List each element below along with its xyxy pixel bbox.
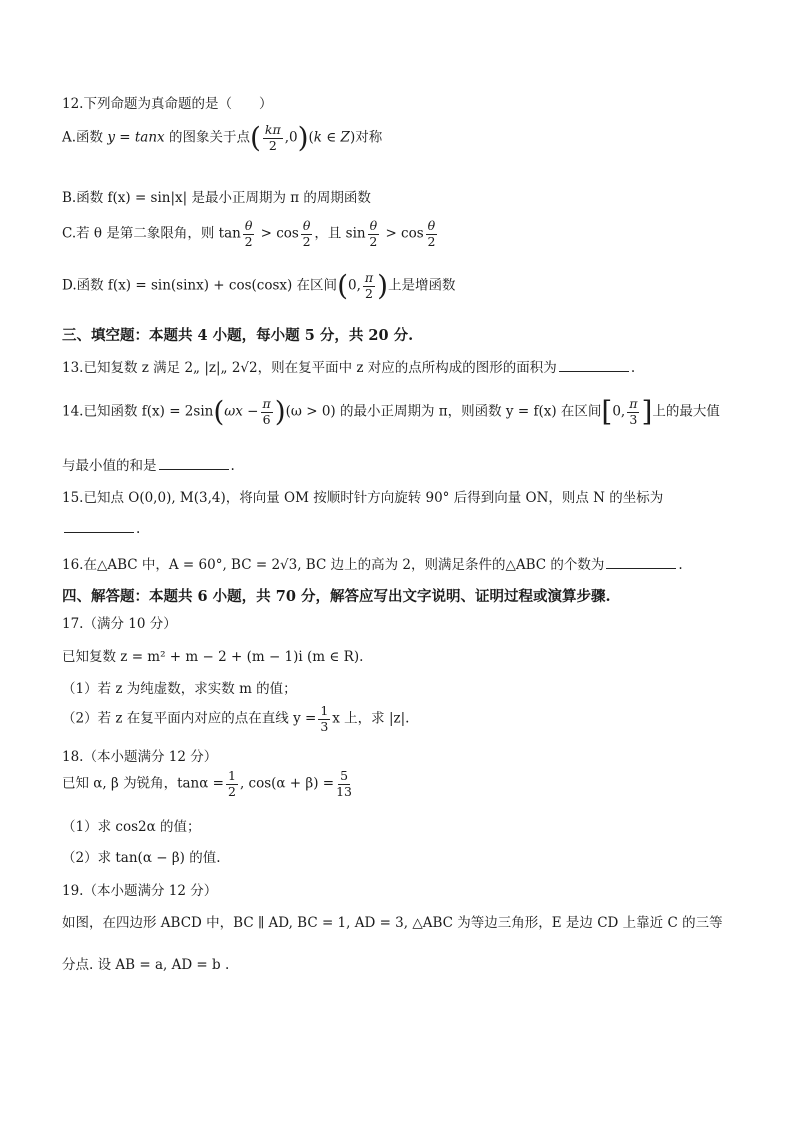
q13-tail: . <box>630 360 636 376</box>
q12-a-mid: 的图象关于点 <box>164 129 250 146</box>
q15-answer-blank[interactable] <box>64 518 134 533</box>
q14-bracket-right: ] <box>641 395 653 428</box>
q17-p2-prefix: （2）若 z 在复平面内对应的点在直线 y = <box>62 710 317 727</box>
q12-d-frac-num: π <box>364 270 374 285</box>
q12-stem: 12.下列命题为真命题的是（ ） <box>62 96 273 112</box>
q12-c-frac-4-num: θ <box>427 218 436 233</box>
section4-title: 四、解答题：本题共 6 小题，共 70 分，解答应写出文字说明、证明过程或演算步骤. <box>62 588 611 605</box>
q12-a-cond: k ∈ Z <box>313 129 350 146</box>
q17-p2-num: 1 <box>320 703 329 718</box>
q12-c-frac-3-den: 2 <box>369 233 378 249</box>
q14-bracket-left: [ <box>601 395 613 428</box>
q12-c-mid: ，且 sin <box>314 225 366 242</box>
q12-option-b: B.函数 f(x) = sin|x| 是最小正周期为 π 的周期函数 <box>62 190 371 206</box>
q12-c-gt2: > cos <box>381 225 424 242</box>
q19-head: 19.（本小题满分 12 分） <box>62 883 218 899</box>
q16-text: 16.在△ABC 中，A = 60°, BC = 2√3, BC 边上的高为 2，则满足条件的△ABC 的个数为 <box>62 557 605 573</box>
q19-line1: 如图，在四边形 ABCD 中，BC ∥ AD, BC = 1, AD = 3, △ABC 为等边三角形，E 是边 CD 上靠近 C 的三等 <box>62 915 723 931</box>
q14-line2 <box>62 454 235 474</box>
q19-line2: 分点. 设 AB = a, AD = b . <box>62 957 230 973</box>
q12-d-paren-left: ( <box>337 269 348 302</box>
q14-line2-text: 与最小值的和是 <box>62 458 157 474</box>
q14-interval-fraction <box>627 398 639 426</box>
q15-line2 <box>62 518 140 537</box>
q12-a-cond-close: ) <box>349 129 356 146</box>
q12-a-point-tail: ,0 <box>284 129 298 146</box>
q13 <box>62 356 635 376</box>
q12-a-cond-open: ( <box>308 129 314 146</box>
q18-cos-num: 5 <box>340 768 349 783</box>
q17-p2-fraction <box>318 705 330 733</box>
q14 <box>62 395 720 428</box>
q14-prefix: 14.已知函数 f(x) = 2sin <box>62 403 214 420</box>
q12-c-gt1: > cos <box>256 225 299 242</box>
q12-a-paren-left: ( <box>249 121 261 154</box>
q14-suffix: 上的最大值 <box>652 403 720 420</box>
q14-int-den: 3 <box>629 411 638 427</box>
q18-tan-den: 2 <box>227 783 236 799</box>
q13-answer-blank[interactable] <box>559 357 629 372</box>
q12-d-int-left: 0, <box>348 277 361 294</box>
q14-fraction <box>261 398 273 426</box>
q12-c-frac-1-den: 2 <box>244 233 253 249</box>
q12-option-d <box>62 269 456 302</box>
q14-int-left: 0, <box>612 403 626 420</box>
q14-paren-right: ) <box>274 395 286 428</box>
q12-d-fraction <box>363 272 375 300</box>
q17-part2 <box>62 705 409 733</box>
q16 <box>62 553 683 573</box>
q12-a-frac-num: kπ <box>264 122 281 137</box>
q17-stem: 已知复数 z = m² + m − 2 + (m − 1)i (m ∈ R). <box>62 649 364 665</box>
q14-mid: (ω > 0) 的最小正周期为 π，则函数 y = f(x) 在区间 <box>285 403 602 420</box>
q14-answer-blank[interactable] <box>159 455 229 470</box>
q18-head: 18.（本小题满分 12 分） <box>62 749 218 765</box>
q12-c-frac-1 <box>243 220 255 248</box>
q12-c-frac-4 <box>426 220 438 248</box>
q12-c-frac-2 <box>301 220 313 248</box>
q12-d-paren-right: ) <box>377 269 389 302</box>
q17-p2-den: 3 <box>320 718 329 734</box>
q14-inner: ωx − <box>224 403 259 420</box>
q14-frac-den: 6 <box>262 411 271 427</box>
q17-head: 17.（满分 10 分） <box>62 616 177 632</box>
q12-c-frac-3 <box>368 220 380 248</box>
q12-d-prefix: D.函数 f(x) = sin(sinx) + cos(cosx) 在区间 <box>62 277 338 294</box>
q18-stem <box>62 770 354 798</box>
q12-c-frac-3-num: θ <box>369 218 378 233</box>
q12-a-prefix: A.函数 <box>62 129 108 146</box>
q14-frac-num: π <box>262 396 271 411</box>
q17-p2-suffix: x 上，求 |z|. <box>332 710 410 727</box>
q14-line2-tail: . <box>230 458 235 474</box>
q12-a-func: y = tanx <box>107 129 165 146</box>
q12-option-c <box>62 220 439 248</box>
q16-answer-blank[interactable] <box>606 554 676 569</box>
q12-a-frac-den: 2 <box>268 137 277 153</box>
q12-a-suffix: 对称 <box>355 129 383 146</box>
q18-tan-fraction <box>226 770 238 798</box>
q12-c-prefix: C.若 θ 是第二象限角，则 tan <box>62 225 241 242</box>
q16-tail: . <box>678 557 683 573</box>
q12-a-paren-right: ) <box>297 121 309 154</box>
q17-part1: （1）若 z 为纯虚数，求实数 m 的值； <box>62 681 297 697</box>
section3-title: 三、填空题：本题共 4 小题，每小题 5 分，共 20 分. <box>62 327 414 344</box>
q18-cos-den: 13 <box>336 783 352 799</box>
q18-stem-mid: , cos(α + β) = <box>239 775 335 792</box>
q12-d-suffix: 上是增函数 <box>388 277 456 294</box>
q12-option-a <box>62 121 383 154</box>
q12-c-frac-1-num: θ <box>244 218 253 233</box>
q14-paren-left: ( <box>213 395 225 428</box>
q12-a-fraction <box>263 124 283 152</box>
q18-part2: （2）求 tan(α − β) 的值. <box>62 850 221 866</box>
q12-c-frac-4-den: 2 <box>427 233 436 249</box>
q12-d-frac-den: 2 <box>365 285 373 301</box>
q12-c-frac-2-num: θ <box>302 218 311 233</box>
q18-cos-fraction <box>336 770 352 798</box>
q15: 15.已知点 O(0,0), M(3,4)，将向量 OM 按顺时针方向旋转 90° 后得到向量 ON，则点 N 的坐标为 <box>62 490 664 506</box>
q15-tail: . <box>136 521 141 537</box>
q18-stem-prefix: 已知 α, β 为锐角，tanα = <box>62 775 224 792</box>
q18-tan-num: 1 <box>227 768 236 783</box>
q13-text: 13.已知复数 z 满足 2„ |z|„ 2√2，则在复平面中 z 对应的点所构成的图形的面积为 <box>62 360 557 376</box>
q12-c-frac-2-den: 2 <box>302 233 311 249</box>
q14-int-num: π <box>629 396 638 411</box>
q18-part1: （1）求 cos2α 的值； <box>62 819 201 835</box>
